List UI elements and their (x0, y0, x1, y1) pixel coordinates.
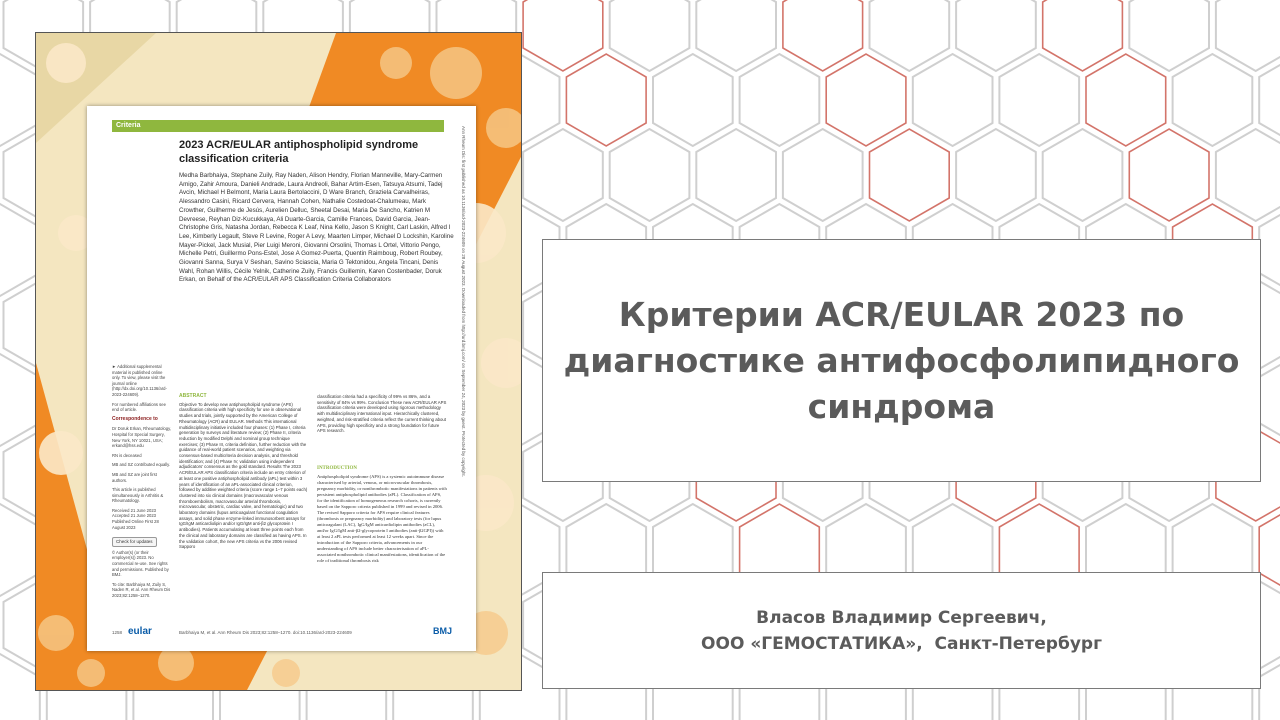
abstract-text-2: classification criteria had a specificity of 99% vs 86%, and a sensitivity of 84% vs 99%. Conclusion These new ACR/EULAR APS classification criteria were developed using rigorous methodology with multidisciplinary international input. Hierarchically clustered, weighted, and risk-stratified criteria reflect the current thinking about APS, providing high specificity and a strong foundation for future APS research. (317, 394, 447, 434)
hexagon-shape (1043, 129, 1123, 221)
hexagon-shape (1043, 0, 1123, 71)
paper-first-page (87, 106, 476, 651)
introduction-heading: INTRODUCTION (317, 466, 358, 471)
introduction-section (317, 466, 447, 564)
supplement-note: ► Additional supplemental material is published online only. To view, please visit the journal online (http://dx.doi.org/10.1136/ard-2023-224609). (112, 364, 167, 397)
hexagon-shape (610, 0, 690, 71)
paper-cover-image (35, 32, 522, 691)
paper-side-notes (112, 364, 172, 603)
hexagon-shape (870, 0, 950, 71)
hexagon-shape (740, 54, 820, 146)
simultaneous-publication-note: This article is published simultaneously in Arthritis & Rheumatology. (112, 487, 164, 504)
hexagon-shape (566, 54, 646, 146)
correspondence-text: Dr Doruk Erkan, Rheumatology, Hospital for Special Surgery, New York, NY 10021, USA; erkand@hss.edu (112, 426, 172, 449)
abstract-heading: ABSTRACT (179, 393, 207, 399)
hexagon-shape (0, 204, 40, 296)
hexagon-shape (696, 129, 776, 221)
copyright-note: © Author(s) (or their employer(s)) 2023. No commercial re-use. See rights and permissions. Published by BMJ. (112, 549, 169, 578)
check-for-updates-badge: Check for updates (112, 537, 157, 547)
hexagon-shape (0, 654, 40, 720)
correspondence-heading: Correspondence to (112, 415, 158, 422)
abstract-column-2 (317, 394, 447, 434)
hexagon-shape (1129, 0, 1209, 71)
download-stamp: Ann Rheum Dis: first published as 10.1136/ard-2023-224609 on 28 August 2023. Downloaded from http://ard.bmj.com/ on September 24, 2023 by guest. Protected by copyright. (461, 126, 466, 477)
hexagon-shape (0, 54, 40, 146)
hexagon-shape (913, 54, 993, 146)
hexagon-shape (610, 129, 690, 221)
hexagon-shape (523, 0, 603, 71)
hexagon-shape (523, 129, 603, 221)
hexagon-shape (1086, 54, 1166, 146)
hexagon-shape (0, 354, 40, 446)
hexagon-shape (0, 504, 40, 596)
introduction-text: Antiphospholipid syndrome (APS) is a systemic autoimmune disease characterised by arterial, venous, or microvascular thrombosis, pregnancy morbidity, or nonthrombotic manifestations in patients with persistent antiphospholipid antibodies (aPL). Classification of APS, for the identification of homogeneous research cohorts, is currently based on the Sapporo criteria published in 1999 and revised in 2006. The revised Sapporo criteria for APS require clinical features (thrombosis or pregnancy morbidity) and laboratory tests (for lupus anticoagulant (LAC), IgG/IgM anticardiolipin antibodies (aCL), and/or IgG/IgM anti-β2-glycoprotein I antibodies (anti-β2GPI)) with at least 2 aPL tests performed at least 12 weeks apart. Since the introduction of the Sapporo criteria, advancements in our understanding of APS include better characterisation of aPL-associated nonthrombotic clinical manifestations, identification of the role of traditional thrombosis risk (317, 474, 447, 563)
citation-note: To cite: Barbhaiya M, Zuily S, Naden R, et al. Ann Rheum Dis 2023;82:1258–1270. (112, 581, 171, 598)
slide-title-box (542, 239, 1261, 482)
hexagon-shape (826, 54, 906, 146)
hexagon-shape (783, 129, 863, 221)
paper-authors: Medha Barbhaiya, Stephane Zuily, Ray Naden, Alison Hendry, Florian Manneville, Mary-Carmen Amigo, Zahir Amoura, Danieli Andrade, Laura Andreoli, Bahar Artim-Esen, Tatsuya Atsumi, Tadej Avcin, Michael H Belmont, Maria Laura Bertolaccini, D Ware Branch, Graziela Carvalheiras, Alessandro Casini, Ricard Cervera, Hannah Cohen, Nathalie Costedoat-Chalumeau, Mark Crowther, Guilherme de Jesús, Aurelien Delluc, Sheetal Desai, Maria De Sancho, Katrien M Devreese, Reyhan Diz-Kucukkaya, Ali Duarte-Garcia, Camille Frances, David Garcia, Jean-Christophe Gris, Natasha Jordan, Rebecca K Leaf, Nina Kello, Jason S Knight, Carl Laskin, Alfred I Lee, Kimberly Legault, Steve R Levine, Roger A Levy, Maarten Limper, Michael D Lockshin, Karoline Mayer-Pickel, Jack Musial, Pier Luigi Meroni, Giovanni Orsolini, Thomas L Ortel, Vittorio Pengo, Michelle Petri, Guillermo Pons-Estel, Jose A Gomez-Puerta, Quentin Raimboug, Robert Roubey, Giovanni Sanna, Surya V Seshan, Savino Sciascia, Maria G Tektonidou, Angela Tincani, Denis Wahl, Rohan Willis, Cécile Yelnik, Catherine Zuily, Francis Guillemin, Karen Costenbader, Doruk Erkan, on Behalf of the ACR/EULAR APS Classification Criteria Collaborators (179, 172, 454, 284)
slide-author-box (542, 572, 1261, 689)
hexagon-shape (999, 54, 1079, 146)
deceased-note: RN is deceased (112, 452, 142, 458)
abstract-column-1 (179, 394, 309, 550)
hexagon-shape (956, 0, 1036, 71)
joint-authors-note: MB and SZ are joint first authors. (112, 471, 157, 483)
affiliations-note: For numbered affiliations see end of article. (112, 401, 166, 413)
hexagon-shape (696, 0, 776, 71)
section-label: Criteria (112, 120, 444, 132)
hexagon-shape (1216, 0, 1280, 71)
hexagon-shape (1173, 54, 1253, 146)
hexagon-shape (783, 0, 863, 71)
slide-title: Критерии ACR/EULAR 2023 по диагностике антифосфолипидного синдрома (563, 294, 1240, 426)
hexagon-shape (956, 129, 1036, 221)
page-number: 1258 (112, 630, 123, 635)
hexagon-shape (1216, 129, 1280, 221)
footer-citation: Barbhaiya M, et al. Ann Rheum Dis 2023;82:1258–1270. doi:10.1136/ard-2023-224609 (179, 630, 352, 635)
dates-note: Received 21 June 2023 Accepted 21 June 2023 Published Online First 28 August 2023 (112, 507, 159, 530)
paper-title: 2023 ACR/EULAR antiphospholipid syndrome classification criteria (179, 139, 419, 165)
eular-logo: eular (128, 626, 152, 637)
author-name: Власов Владимир Сергеевич, (756, 607, 1047, 628)
hexagon-shape (870, 129, 950, 221)
author-organization: ООО «ГЕМОСТАТИКА», Санкт-Петербург (701, 633, 1102, 654)
equal-contribution-note: MB and SZ contributed equally. (112, 462, 171, 468)
hexagon-shape (653, 54, 733, 146)
bmj-logo: BMJ (432, 626, 452, 636)
abstract-text-1: Objective To develop new antiphospholipid syndrome (APS) classification criteria with high specificity for use in observational studies and trials, jointly supported by the American College of Rheumatology (ACR) and EULAR. Methods This international multidisciplinary initiative included four phases: (1) Phase I, criteria generation by surveys and literature review; (2) Phase II, criteria reduction by modified Delphi and nominal group technique exercises; (3) Phase III, criteria definition, further reduction with the guidance of real-world patient scenarios, and weighting via consensus-based multicriteria decision analysis, and threshold identification; and (4) Phase IV, validation using independent adjudicators' consensus as the gold standard. Results The 2023 ACR/EULAR APS classification criteria include an entry criterion of at least one positive antiphospholipid antibody (aPL) test within 3 years of identification of an aPL-associated clinical criterion, followed by additive weighted criteria (score range 1–7 points each) clustered into six clinical domains (macrovascular venous thromboembolism, macrovascular arterial thrombosis, microvascular, obstetric, cardiac valve, and hematologic) and two laboratory domains (lupus anticoagulant functional coagulation assays, and solid phase enzyme-linked immunosorbent assays for IgG/IgM anticardiolipin and/or IgG/IgM anti-β2 glycoprotein I antibodies). Patients accumulating at least three points each from the clinical and laboratory domains are classified as having APS. In the validation cohort, the new APS criteria vs the 2006 revised Sapporo (179, 401, 308, 550)
paper-footer (112, 626, 452, 640)
hexagon-shape (1129, 129, 1209, 221)
